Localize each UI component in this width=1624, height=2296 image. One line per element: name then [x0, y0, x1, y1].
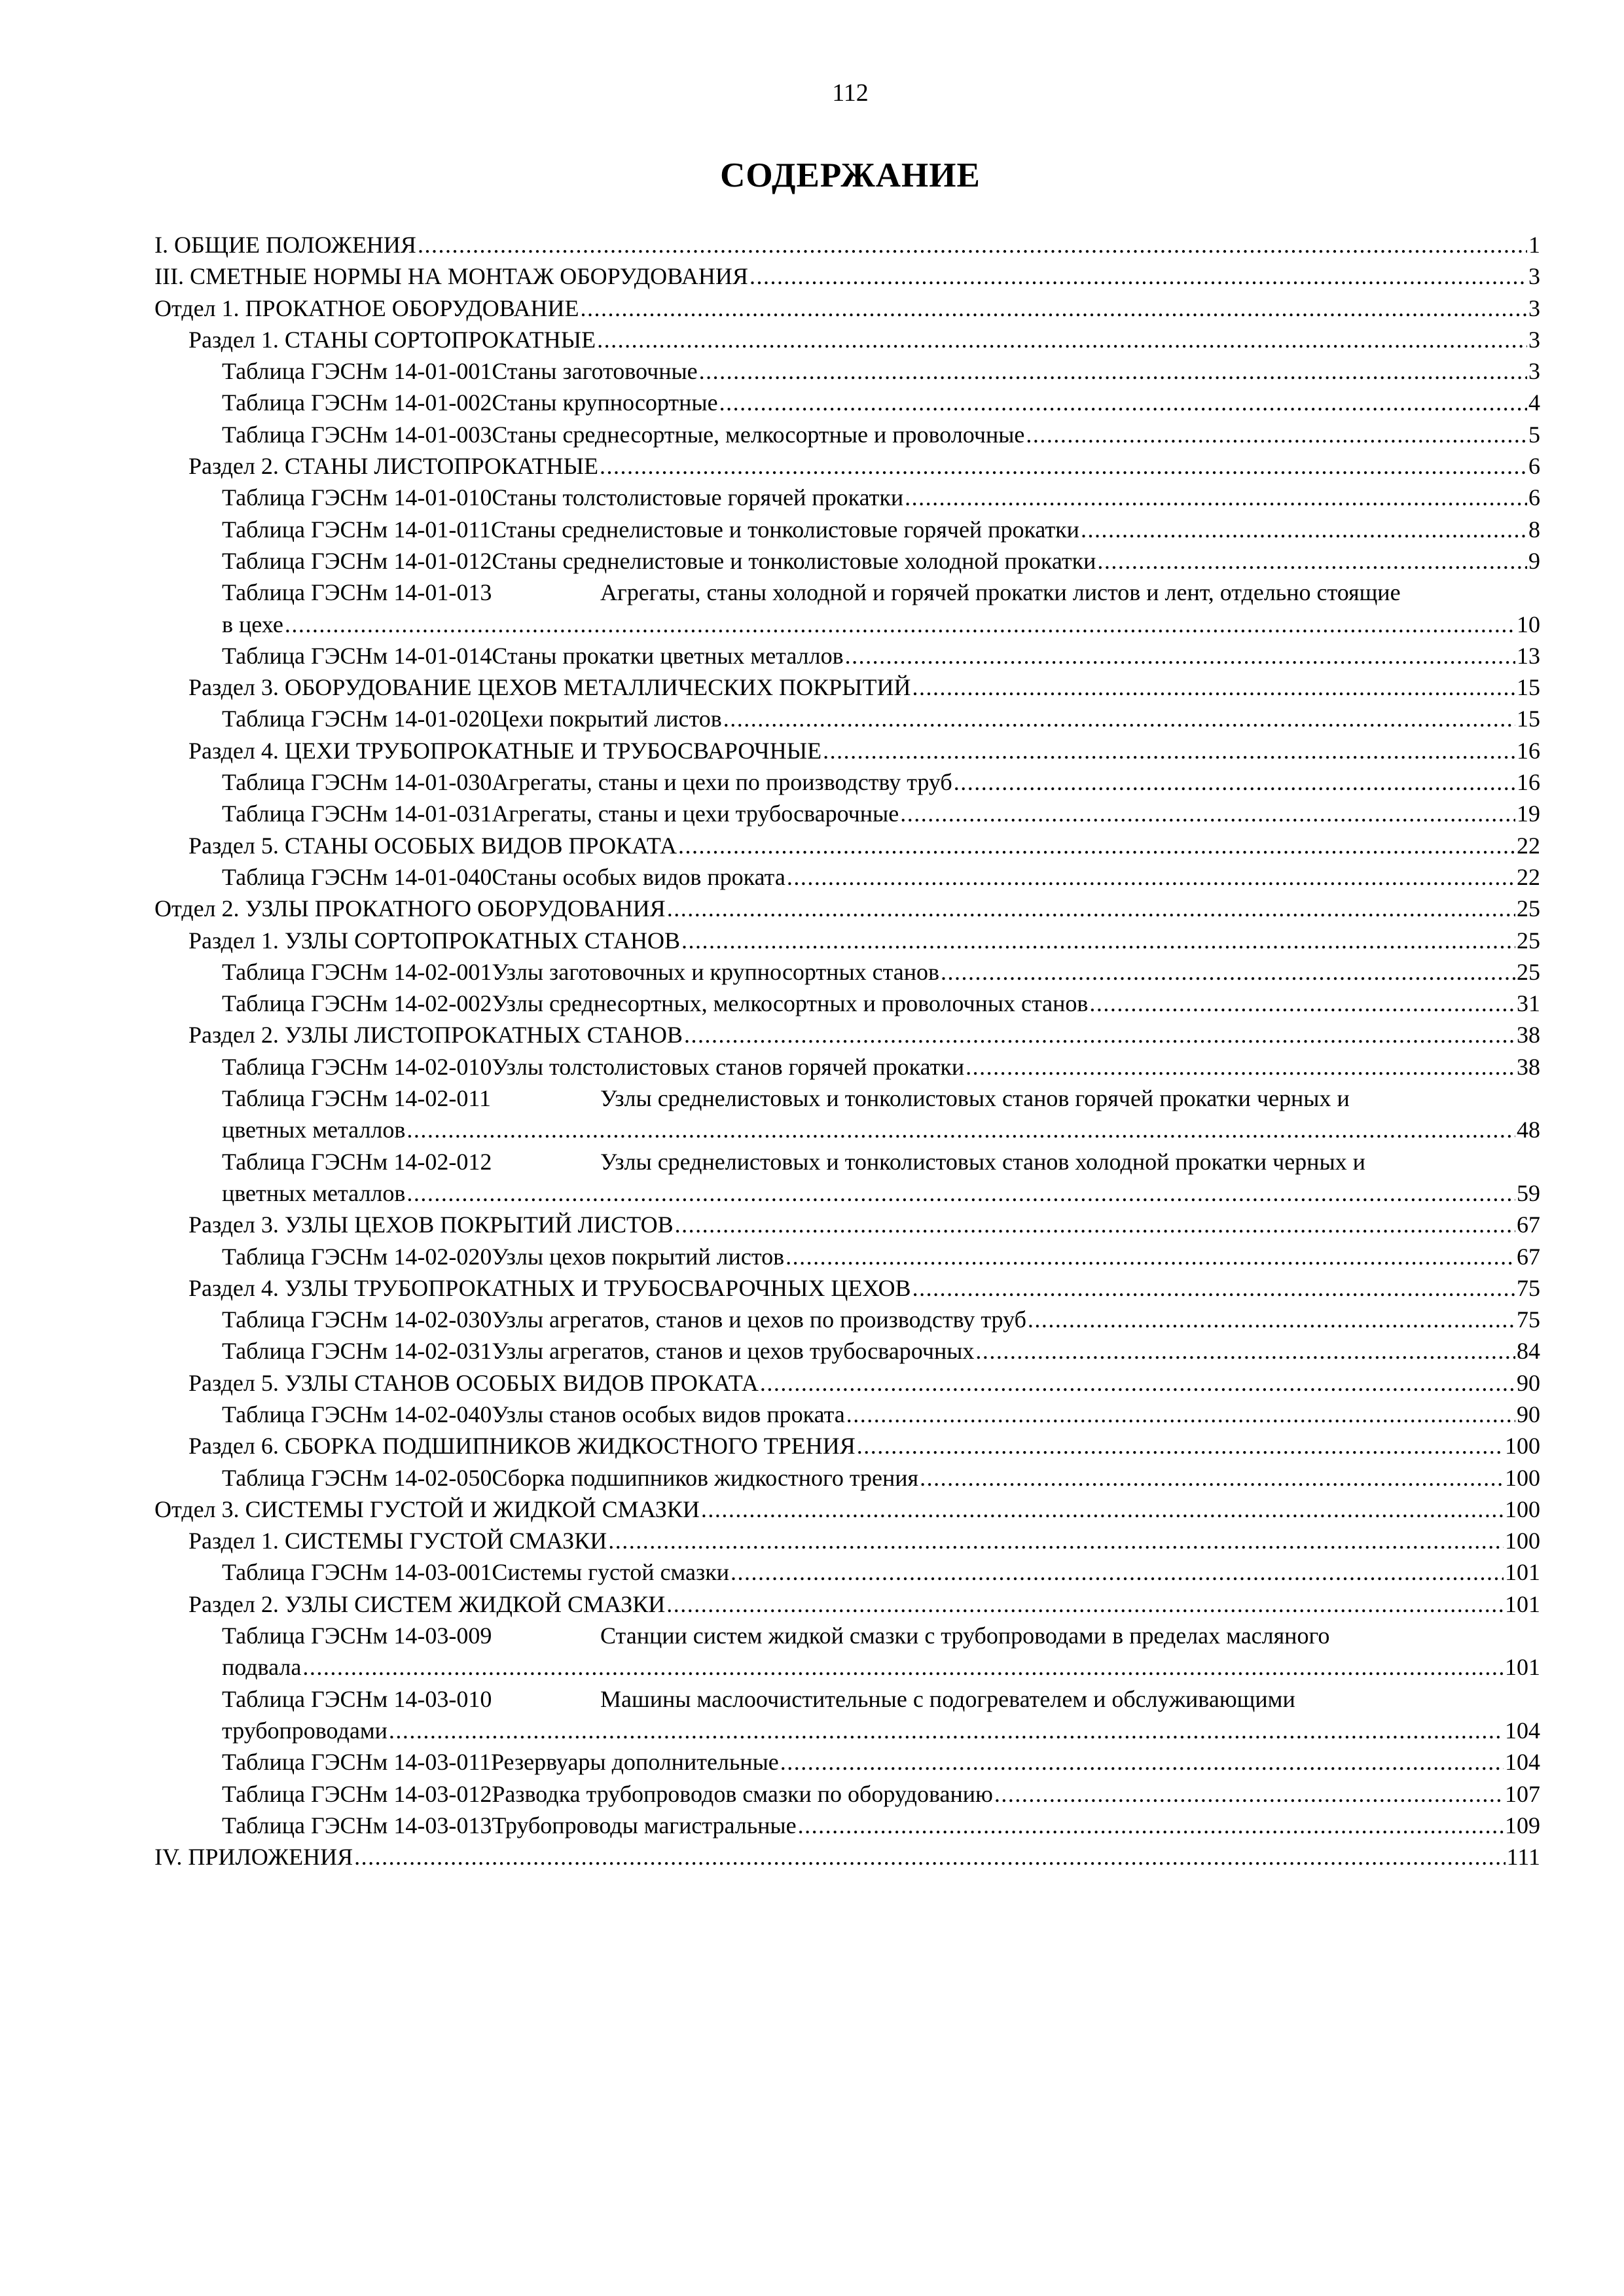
toc-entry-text: IV. ПРИЛОЖЕНИЯ	[154, 1844, 353, 1871]
toc-page-number: 19	[1517, 800, 1540, 827]
toc-page-number: 90	[1517, 1369, 1540, 1396]
toc-entry-line	[189, 735, 1540, 766]
toc-page-number: 107	[1505, 1780, 1540, 1807]
toc-entry	[154, 514, 1540, 545]
toc-entry	[154, 988, 1540, 1019]
toc-entry-code: Таблица ГЭСНм 14-02-011	[222, 1085, 491, 1112]
toc-entry-code: Таблица ГЭСНм 14-02-012	[222, 1148, 492, 1175]
toc-entry-text: Узлы среднелистовых и тонколистовых станов горячей прокатки черных и	[600, 1085, 1350, 1112]
toc-page-number: 111	[1506, 1844, 1540, 1871]
toc-entry-code: Таблица ГЭСНм 14-02-050	[222, 1464, 492, 1491]
leader-dots	[965, 1051, 1515, 1083]
toc-entry-text: Агрегаты, станы холодной и горячей прокатки листов и лент, отдельно стоящие	[600, 579, 1401, 606]
leader-dots	[723, 703, 1515, 734]
toc-entry-text: Раздел 1. СТАНЫ СОРТОПРОКАТНЫЕ	[189, 326, 596, 353]
leader-dots	[600, 450, 1527, 482]
toc-page-number: 38	[1517, 1022, 1540, 1049]
leader-dots	[580, 293, 1527, 324]
toc-entry	[154, 1241, 1540, 1272]
toc-entry-code: Таблица ГЭСНм 14-02-031	[222, 1338, 492, 1365]
toc-entry-line	[154, 1841, 1540, 1873]
toc-entry	[154, 1525, 1540, 1556]
toc-entry-line	[189, 1588, 1540, 1620]
toc-entry-continuation	[154, 1114, 1540, 1145]
table-of-contents	[154, 229, 1540, 1873]
toc-entry	[154, 1494, 1540, 1525]
toc-entry-text-cont: подвала	[222, 1654, 302, 1681]
toc-entry	[154, 324, 1540, 355]
toc-entry-text: Раздел 2. УЗЛЫ СИСТЕМ ЖИДКОЙ СМАЗКИ	[189, 1590, 666, 1617]
toc-entry	[154, 1146, 1540, 1177]
toc-entry	[154, 956, 1540, 988]
toc-page-number: 84	[1517, 1338, 1540, 1365]
toc-entry	[154, 229, 1540, 260]
toc-entry-code: Таблица ГЭСНм 14-01-012	[222, 547, 492, 574]
toc-entry	[154, 1778, 1540, 1810]
toc-entry-code: Таблица ГЭСНм 14-02-040	[222, 1401, 492, 1427]
leader-dots	[1089, 988, 1515, 1019]
toc-entry-line	[222, 1177, 1540, 1209]
toc-page-number: 15	[1517, 706, 1540, 732]
toc-entry-code: Таблица ГЭСНм 14-01-031	[222, 800, 492, 827]
toc-entry-text: Раздел 5. УЗЛЫ СТАНОВ ОСОБЫХ ВИДОВ ПРОКАТА	[189, 1369, 759, 1396]
toc-entry	[154, 293, 1540, 324]
toc-entry-code: Таблица ГЭСНм 14-01-014	[222, 642, 492, 669]
toc-entry-line	[189, 1430, 1540, 1462]
leader-dots	[1097, 545, 1527, 577]
leader-dots	[823, 735, 1515, 766]
toc-entry-code: Таблица ГЭСНм 14-01-003	[222, 421, 492, 448]
toc-page-number: 4	[1528, 389, 1540, 416]
toc-page-number: 16	[1517, 737, 1540, 764]
toc-page-number: 38	[1517, 1053, 1540, 1080]
toc-entry	[154, 387, 1540, 418]
toc-entry-text: Раздел 3. ОБОРУДОВАНИЕ ЦЕХОВ МЕТАЛЛИЧЕСКИХ ПОКРЫТИЙ	[189, 674, 911, 701]
toc-entry-continuation	[154, 1651, 1540, 1683]
toc-entry-line	[222, 861, 1540, 893]
toc-entry-text: Раздел 5. СТАНЫ ОСОБЫХ ВИДОВ ПРОКАТА	[189, 832, 677, 859]
toc-entry	[154, 1430, 1540, 1462]
toc-page-number: 75	[1517, 1274, 1540, 1301]
toc-page-number: 22	[1517, 832, 1540, 859]
toc-entry	[154, 830, 1540, 861]
toc-entry-line	[222, 1778, 1540, 1810]
toc-entry-line	[189, 450, 1540, 482]
toc-entry-line	[222, 355, 1540, 387]
toc-entry-text-cont: трубопроводами	[222, 1717, 388, 1744]
toc-entry-line	[222, 1620, 1540, 1651]
leader-dots	[666, 1588, 1504, 1620]
toc-page-number: 16	[1517, 769, 1540, 796]
toc-entry-line	[222, 798, 1540, 829]
toc-entry-line	[189, 1525, 1540, 1556]
toc-entry	[154, 861, 1540, 893]
toc-page-number: 104	[1505, 1717, 1540, 1744]
toc-entry-line	[189, 830, 1540, 861]
leader-dots	[912, 1272, 1515, 1304]
toc-entry	[154, 640, 1540, 672]
toc-page-number: 101	[1505, 1654, 1540, 1681]
toc-page-number: 25	[1517, 895, 1540, 922]
leader-dots	[684, 1019, 1515, 1050]
toc-page-number: 101	[1505, 1559, 1540, 1586]
leader-dots	[749, 260, 1527, 292]
toc-entry-line	[222, 1335, 1540, 1367]
leader-dots	[701, 1494, 1504, 1525]
toc-page-number: 9	[1528, 547, 1540, 574]
toc-entry	[154, 735, 1540, 766]
leader-dots	[845, 640, 1515, 672]
toc-entry	[154, 419, 1540, 450]
toc-entry-line	[222, 545, 1540, 577]
toc-page-number: 100	[1505, 1496, 1540, 1522]
toc-entry-code: Таблица ГЭСНм 14-03-009	[222, 1623, 492, 1649]
leader-dots	[798, 1810, 1504, 1841]
toc-entry-line	[222, 1241, 1540, 1272]
leader-dots	[920, 1462, 1504, 1494]
toc-entry-line	[222, 766, 1540, 798]
toc-entry	[154, 355, 1540, 387]
toc-page-number: 3	[1528, 295, 1540, 321]
toc-entry-line	[189, 1272, 1540, 1304]
toc-entry-text: Узлы агрегатов, станов и цехов по производству труб	[492, 1306, 1026, 1333]
toc-entry-text: Раздел 1. УЗЛЫ СОРТОПРОКАТНЫХ СТАНОВ	[189, 927, 680, 954]
toc-entry-text: Раздел 4. УЗЛЫ ТРУБОПРОКАТНЫХ И ТРУБОСВАРОЧНЫХ ЦЕХОВ	[189, 1274, 911, 1301]
toc-entry-text-cont: цветных металлов	[222, 1117, 406, 1143]
toc-entry-code: Таблица ГЭСНм 14-02-001	[222, 958, 492, 985]
toc-entry-code: Таблица ГЭСНм 14-03-010	[222, 1685, 492, 1712]
leader-dots	[678, 830, 1515, 861]
toc-entry-text: Станы среднелистовые и тонколистовые холодной прокатки	[492, 547, 1096, 574]
toc-entry-line	[222, 956, 1540, 988]
toc-entry-line	[154, 893, 1540, 924]
toc-entry-continuation	[154, 1177, 1540, 1209]
toc-page-number: 10	[1517, 611, 1540, 637]
toc-entry	[154, 1841, 1540, 1873]
toc-entry-line	[222, 1651, 1540, 1683]
toc-entry	[154, 577, 1540, 608]
leader-dots	[406, 1177, 1515, 1209]
toc-entry-line	[222, 1146, 1540, 1177]
toc-entry-line	[154, 1494, 1540, 1525]
leader-dots	[994, 1778, 1504, 1810]
leader-dots	[954, 766, 1515, 798]
toc-entry-text: Машины маслоочистительные с подогревателем и обслуживающими	[600, 1685, 1295, 1712]
toc-entry-code: Таблица ГЭСНм 14-03-011	[222, 1749, 491, 1776]
page-number: 112	[832, 79, 869, 107]
toc-entry	[154, 1683, 1540, 1715]
toc-entry-text: Узлы среднесортных, мелкосортных и проволочных станов	[492, 990, 1089, 1017]
toc-entry-code: Таблица ГЭСНм 14-02-020	[222, 1243, 492, 1270]
toc-entry-line	[222, 1683, 1540, 1715]
toc-entry-text: Системы густой смазки	[492, 1559, 729, 1586]
toc-entry-text: Разводка трубопроводов смазки по оборудованию	[492, 1780, 993, 1807]
toc-entry	[154, 1209, 1540, 1240]
toc-entry	[154, 1083, 1540, 1114]
toc-entry-text: Станы толстолистовые горячей прокатки	[492, 484, 904, 511]
toc-entry	[154, 1304, 1540, 1335]
leader-dots	[760, 1367, 1515, 1399]
leader-dots	[608, 1525, 1504, 1556]
toc-entry-text-cont: в цехе	[222, 611, 283, 637]
toc-entry-line	[222, 482, 1540, 513]
leader-dots	[912, 672, 1515, 703]
toc-entry-code: Таблица ГЭСНм 14-02-010	[222, 1053, 492, 1080]
toc-page-number: 101	[1505, 1590, 1540, 1617]
toc-entry-text: Отдел 3. СИСТЕМЫ ГУСТОЙ И ЖИДКОЙ СМАЗКИ	[154, 1496, 700, 1522]
leader-dots	[780, 1746, 1504, 1778]
leader-dots	[699, 355, 1527, 387]
toc-page-number: 90	[1517, 1401, 1540, 1427]
toc-entry	[154, 1272, 1540, 1304]
toc-entry-text: Раздел 2. УЗЛЫ ЛИСТОПРОКАТНЫХ СТАНОВ	[189, 1022, 683, 1049]
toc-entry-text: Станы прокатки цветных металлов	[492, 642, 844, 669]
toc-entry-text: Узлы среднелистовых и тонколистовых станов холодной прокатки черных и	[600, 1148, 1365, 1175]
toc-entry-text: Станы среднелистовые и тонколистовые горячей прокатки	[490, 516, 1079, 543]
leader-dots	[941, 956, 1515, 988]
toc-entry-line	[222, 1462, 1540, 1494]
leader-dots	[787, 861, 1515, 893]
toc-page-number: 104	[1505, 1749, 1540, 1776]
toc-page-number: 25	[1517, 927, 1540, 954]
toc-entry-text: Узлы заготовочных и крупносортных станов	[492, 958, 940, 985]
toc-entry-code: Таблица ГЭСНм 14-01-030	[222, 769, 492, 796]
toc-page-number: 3	[1528, 358, 1540, 385]
toc-entry-code: Таблица ГЭСНм 14-01-013	[222, 579, 492, 606]
toc-entry-continuation	[154, 1715, 1540, 1746]
toc-page-number: 22	[1517, 863, 1540, 890]
toc-entry	[154, 260, 1540, 292]
leader-dots	[302, 1651, 1504, 1683]
toc-entry	[154, 1051, 1540, 1083]
toc-entry-text: Раздел 1. СИСТЕМЫ ГУСТОЙ СМАЗКИ	[189, 1528, 607, 1554]
toc-entry-line	[222, 1304, 1540, 1335]
toc-entry	[154, 672, 1540, 703]
toc-entry-code: Таблица ГЭСНм 14-03-013	[222, 1812, 492, 1839]
toc-page-number: 67	[1517, 1211, 1540, 1238]
toc-entry	[154, 1556, 1540, 1588]
toc-entry	[154, 482, 1540, 513]
toc-entry-line	[222, 514, 1540, 545]
toc-page-number: 31	[1517, 990, 1540, 1017]
toc-entry-code: Таблица ГЭСНм 14-01-020	[222, 706, 492, 732]
leader-dots	[846, 1399, 1515, 1430]
toc-entry-line	[222, 387, 1540, 418]
leader-dots	[406, 1114, 1515, 1145]
toc-entry-text: Агрегаты, станы и цехи по производству труб	[492, 769, 952, 796]
toc-entry	[154, 766, 1540, 798]
toc-entry-code: Таблица ГЭСНм 14-01-040	[222, 863, 492, 890]
toc-entry-text: Отдел 2. УЗЛЫ ПРОКАТНОГО ОБОРУДОВАНИЯ	[154, 895, 666, 922]
page-title: СОДЕРЖАНИЕ	[720, 156, 981, 194]
toc-entry-line	[222, 1556, 1540, 1588]
toc-entry-text: Станы заготовочные	[492, 358, 698, 385]
toc-entry-code: Таблица ГЭСНм 14-03-001	[222, 1559, 492, 1586]
toc-page-number: 15	[1517, 674, 1540, 701]
toc-entry-code: Таблица ГЭСНм 14-01-002	[222, 389, 492, 416]
toc-entry-code: Таблица ГЭСНм 14-01-010	[222, 484, 492, 511]
toc-entry	[154, 1810, 1540, 1841]
leader-dots	[1028, 1304, 1515, 1335]
toc-entry-line	[189, 672, 1540, 703]
toc-entry-text: Узлы станов особых видов проката	[492, 1401, 845, 1427]
toc-entry-line	[222, 1083, 1540, 1114]
toc-entry-text: Трубопроводы магистральные	[492, 1812, 797, 1839]
toc-entry-line	[222, 703, 1540, 734]
toc-entry-line	[222, 640, 1540, 672]
toc-entry-code: Таблица ГЭСНм 14-01-001	[222, 358, 492, 385]
toc-page-number: 48	[1517, 1117, 1540, 1143]
toc-entry-text: Раздел 3. УЗЛЫ ЦЕХОВ ПОКРЫТИЙ ЛИСТОВ	[189, 1211, 674, 1238]
toc-entry	[154, 798, 1540, 829]
toc-entry-line	[189, 1209, 1540, 1240]
toc-entry	[154, 1335, 1540, 1367]
leader-dots	[597, 324, 1527, 355]
leader-dots	[1026, 419, 1527, 450]
toc-page-number: 67	[1517, 1243, 1540, 1270]
leader-dots	[681, 925, 1515, 956]
toc-entry	[154, 1399, 1540, 1430]
toc-page-number: 109	[1505, 1812, 1540, 1839]
leader-dots	[675, 1209, 1515, 1240]
toc-entry	[154, 1588, 1540, 1620]
toc-entry-text: Агрегаты, станы и цехи трубосварочные	[492, 800, 899, 827]
toc-entry	[154, 1367, 1540, 1399]
toc-entry-line	[189, 925, 1540, 956]
toc-entry-line	[222, 609, 1540, 640]
toc-page-number: 59	[1517, 1179, 1540, 1206]
toc-page-number: 6	[1528, 453, 1540, 480]
leader-dots	[719, 387, 1527, 418]
toc-entry-code: Таблица ГЭСНм 14-03-012	[222, 1780, 492, 1807]
toc-page-number: 3	[1528, 326, 1540, 353]
toc-entry-line	[222, 1051, 1540, 1083]
toc-page-number: 3	[1528, 263, 1540, 290]
toc-entry-text: Сборка подшипников жидкостного трения	[492, 1464, 919, 1491]
toc-page-number: 13	[1517, 642, 1540, 669]
toc-entry-line	[222, 1810, 1540, 1841]
leader-dots	[731, 1556, 1504, 1588]
toc-page-number: 25	[1517, 958, 1540, 985]
toc-entry	[154, 1746, 1540, 1778]
toc-page-number: 6	[1528, 484, 1540, 511]
toc-entry-text: Резервуары дополнительные	[490, 1749, 779, 1776]
toc-entry	[154, 450, 1540, 482]
leader-dots	[667, 893, 1515, 924]
leader-dots	[389, 1715, 1504, 1746]
toc-page-number: 100	[1505, 1433, 1540, 1460]
toc-entry	[154, 1620, 1540, 1651]
toc-entry-line	[222, 988, 1540, 1019]
toc-entry-text: Узлы агрегатов, станов и цехов трубосварочных	[492, 1338, 975, 1365]
toc-entry	[154, 703, 1540, 734]
toc-entry-line	[222, 1746, 1540, 1778]
leader-dots	[975, 1335, 1515, 1367]
toc-entry-line	[154, 229, 1540, 260]
toc-entry-line	[222, 1114, 1540, 1145]
toc-entry-text: Раздел 6. СБОРКА ПОДШИПНИКОВ ЖИДКОСТНОГО ТРЕНИЯ	[189, 1433, 856, 1460]
toc-entry-line	[222, 577, 1540, 608]
toc-entry-text: Цехи покрытий листов	[492, 706, 722, 732]
leader-dots	[354, 1841, 1506, 1873]
toc-entry-text: III. СМЕТНЫЕ НОРМЫ НА МОНТАЖ ОБОРУДОВАНИЯ	[154, 263, 748, 290]
toc-entry-code: Таблица ГЭСНм 14-02-030	[222, 1306, 492, 1333]
toc-entry-line	[154, 260, 1540, 292]
toc-entry-text: Станы среднесортные, мелкосортные и проволочные	[492, 421, 1025, 448]
leader-dots	[857, 1430, 1504, 1462]
leader-dots	[900, 798, 1515, 829]
toc-entry-line	[222, 1715, 1540, 1746]
toc-entry-text: Узлы толстолистовых станов горячей прокатки	[492, 1053, 965, 1080]
toc-entry-text: Раздел 4. ЦЕХИ ТРУБОПРОКАТНЫЕ И ТРУБОСВАРОЧНЫЕ	[189, 737, 822, 764]
toc-entry-text: Отдел 1. ПРОКАТНОЕ ОБОРУДОВАНИЕ	[154, 295, 579, 321]
toc-entry	[154, 925, 1540, 956]
toc-entry-text: Раздел 2. СТАНЫ ЛИСТОПРОКАТНЫЕ	[189, 453, 599, 480]
leader-dots	[285, 609, 1515, 640]
toc-entry-text: Станции систем жидкой смазки с трубопроводами в пределах масляного	[600, 1623, 1330, 1649]
toc-page-number: 1	[1528, 232, 1540, 258]
toc-page-number: 75	[1517, 1306, 1540, 1333]
toc-entry-line	[222, 1399, 1540, 1430]
toc-page-number: 8	[1528, 516, 1540, 543]
leader-dots	[905, 482, 1527, 513]
toc-page-number: 100	[1505, 1528, 1540, 1554]
leader-dots	[418, 229, 1527, 260]
toc-entry-text: Станы крупносортные	[492, 389, 718, 416]
toc-entry-line	[222, 419, 1540, 450]
leader-dots	[785, 1241, 1515, 1272]
toc-entry-code: Таблица ГЭСНм 14-02-002	[222, 990, 492, 1017]
toc-entry-line	[189, 1019, 1540, 1050]
toc-entry-code: Таблица ГЭСНм 14-01-011	[222, 516, 491, 543]
toc-entry-text: I. ОБЩИЕ ПОЛОЖЕНИЯ	[154, 232, 416, 258]
toc-page-number: 100	[1505, 1464, 1540, 1491]
toc-entry	[154, 893, 1540, 924]
toc-entry-line	[154, 293, 1540, 324]
toc-entry	[154, 1019, 1540, 1050]
toc-entry-line	[189, 324, 1540, 355]
toc-entry	[154, 1462, 1540, 1494]
toc-entry-text: Станы особых видов проката	[492, 863, 785, 890]
toc-entry-line	[189, 1367, 1540, 1399]
toc-entry-text-cont: цветных металлов	[222, 1179, 406, 1206]
toc-entry	[154, 545, 1540, 577]
toc-entry-text: Узлы цехов покрытий листов	[492, 1243, 785, 1270]
toc-entry-continuation	[154, 609, 1540, 640]
leader-dots	[1081, 514, 1527, 545]
toc-page-number: 5	[1528, 421, 1540, 448]
